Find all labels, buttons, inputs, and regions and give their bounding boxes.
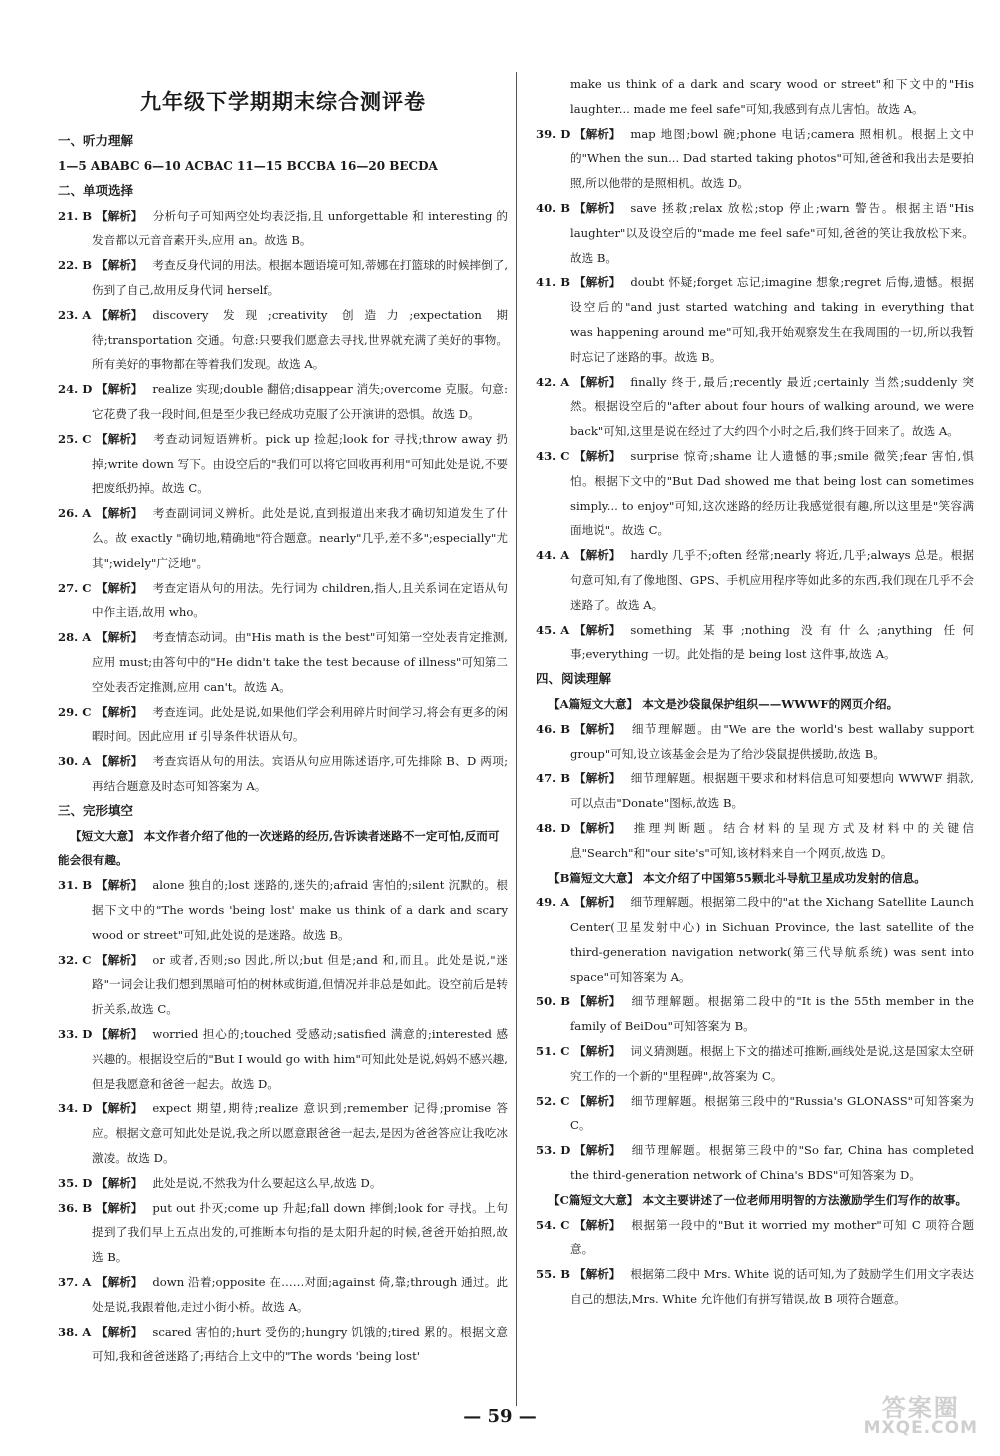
question-number: 33. D <box>58 1026 93 1041</box>
question-number: 28. A <box>58 630 92 645</box>
explanation-text: something 某事;nothing 没有什么;anything 任何事;everything 一切。此处指的是 being lost 这件事,故选 A。 <box>570 622 974 662</box>
analysis-tag: 【解析】 <box>574 548 621 563</box>
analysis-tag: 【解析】 <box>96 506 143 521</box>
explanation-text: 词义猜测题。根据上下文的描述可推断,画线处是说,这是国家太空研究工作的一个新的"里程碑",故答案为 C。 <box>570 1044 974 1083</box>
analysis-tag: 【解析】 <box>96 580 143 595</box>
answer-item <box>58 427 508 501</box>
column-divider <box>516 72 517 1406</box>
page-number: — 59 — <box>463 1406 537 1427</box>
explanation-text: hardly 几乎不;often 经常;nearly 将近,几乎;always 总是。根据句意可知,有了像地图、GPS、手机应用程序等如此多的东西,我们现在几乎不会迷路了。故选 A。 <box>570 548 974 612</box>
question-number: 34. D <box>58 1101 93 1116</box>
explanation-text: 考查动词短语辨析。pick up 捡起;look for 寻找;throw away 扔掉;write down 写下。由设空后的"我们可以将它回收再利用"可知此处是说,不要把废纸扔掉。故选 C。 <box>92 431 508 496</box>
question-number: 35. D <box>58 1175 93 1190</box>
passage-b-items <box>536 890 974 1188</box>
answer-item <box>536 1213 974 1263</box>
question-number: 37. A <box>58 1274 92 1289</box>
question-number: 48. D <box>536 820 571 835</box>
analysis-tag: 【解析】 <box>574 771 621 786</box>
answer-item <box>58 1270 508 1320</box>
explanation-text: discovery 发现;creativity 创造力;expectation 期待;transportation 交通。句意:只要我们愿意去寻找,世界就充满了美好的事物。所有美好的事物都在等着我们发现。故选 A。 <box>92 307 508 372</box>
answer-item <box>536 717 974 767</box>
answer-item <box>58 1196 508 1270</box>
explanation-text: down 沿着;opposite 在……对面;against 倚,靠;through 通过。此处是说,我跟着他,走过小街小桥。故选 A。 <box>92 1274 508 1314</box>
question-number: 45. A <box>536 622 570 637</box>
section-reading-heading: 四、阅读理解 <box>536 671 612 687</box>
answer-item <box>536 1039 974 1089</box>
watermark-logo-text: 答案圈 <box>881 1394 960 1422</box>
answer-item <box>536 1089 974 1139</box>
analysis-tag: 【解析】 <box>96 1175 143 1190</box>
analysis-tag: 【解析】 <box>574 200 621 215</box>
answer-item <box>536 270 974 369</box>
explanation-text: 推理判断题。结合材料的呈现方式及材料中的关键信息"Search"和"our site's"可知,该材料来自一个网页,故选 D。 <box>570 820 974 860</box>
analysis-tag: 【解析】 <box>574 1143 621 1158</box>
explanation-text: 考查定语从句的用法。先行词为 children,指人,且关系词在定语从句中作主语,故用 who。 <box>92 580 508 620</box>
question-number: 25. C <box>58 431 92 446</box>
question-number: 39. D <box>536 126 571 141</box>
answer-item <box>58 948 508 1022</box>
answer-item <box>58 700 508 750</box>
answer-item <box>58 625 508 699</box>
explanation-text: 考查宾语从句的用法。宾语从句应用陈述语序,可先排除 B、D 两项;再结合题意及时态可知答案为 A。 <box>92 754 508 794</box>
question-number: 22. B <box>58 258 93 273</box>
explanation-text: realize 实现;double 翻倍;disappear 消失;overcome 克服。句意:它花费了我一段时间,但是至少我已经成功克服了公开演讲的恐惧。故选 D。 <box>92 382 508 422</box>
analysis-tag: 【解析】 <box>574 1267 621 1282</box>
explanation-text: 细节理解题。根据第二段中的"at the Xichang Satellite Launch Center(卫星发射中心) in Sichuan Province, the last satellite of the third-generation navigation network(第三代导航系统) was sent into space"可知答案为 A。 <box>570 895 974 984</box>
answer-item <box>58 204 508 254</box>
question-number: 38. A <box>58 1324 92 1339</box>
explanation-text: 细节理解题。由"We are the world's best wallaby support group"可知,设立该基金会是为了给沙袋鼠提供援助,故选 B。 <box>570 721 974 761</box>
question-number: 41. B <box>536 275 571 290</box>
answer-item <box>536 989 974 1039</box>
analysis-tag: 【解析】 <box>574 994 621 1009</box>
explanation-text: 细节理解题。根据题干要求和材料信息可知要想向 WWWF 捐款,可以点击"Donate"图标,故选 B。 <box>570 771 974 811</box>
answer-item <box>58 749 508 799</box>
passage-a-summary: 【A篇短文大意】 本文是沙袋鼠保护组织——WWWF的网页介绍。 <box>548 696 899 711</box>
answer-item <box>58 501 508 575</box>
question-number: 54. C <box>536 1217 570 1232</box>
explanation-text: make us think of a dark and scary wood or street"和下文中的"His laughter... made me feel safe"可知,我感到有点儿害怕。故选 A。 <box>570 77 974 116</box>
analysis-tag: 【解析】 <box>96 1200 143 1215</box>
question-number: 31. B <box>58 878 93 893</box>
right-column <box>536 72 974 1312</box>
question-number: 30. A <box>58 754 92 769</box>
analysis-tag: 【解析】 <box>96 1026 143 1041</box>
explanation-text: 考查情态动词。由"His math is the best"可知第一空处表肯定推测,应用 must;由答句中的"He didn't take the test because of illness"可知第二空处表否定推测,应用 can't。故选 A。 <box>92 630 508 694</box>
passage-c-items <box>536 1213 974 1312</box>
analysis-tag: 【解析】 <box>574 895 621 910</box>
question-number: 21. B <box>58 208 93 223</box>
watermark-url: MXQE.COM <box>863 1418 978 1438</box>
question-number: 24. D <box>58 382 93 397</box>
answer-item <box>58 253 508 303</box>
passage-a-items <box>536 717 974 866</box>
answer-item <box>536 618 974 668</box>
question-number: 46. B <box>536 721 571 736</box>
analysis-tag: 【解析】 <box>574 622 621 637</box>
analysis-tag: 【解析】 <box>96 1274 143 1289</box>
analysis-tag: 【解析】 <box>96 258 143 273</box>
single-choice-items <box>58 204 508 799</box>
passage-c-summary: 【C篇短文大意】 本文主要讲述了一位老师用明智的方法激励学生们写作的故事。 <box>548 1192 968 1207</box>
analysis-tag: 【解析】 <box>574 721 621 736</box>
analysis-tag: 【解析】 <box>574 1093 621 1108</box>
explanation-text: scared 害怕的;hurt 受伤的;hungry 饥饿的;tired 累的。根据文意可知,我和爸爸迷路了;再结合上文中的"The words 'being lost' <box>92 1324 508 1364</box>
question-number: 36. B <box>58 1200 93 1215</box>
question-number: 51. C <box>536 1044 570 1059</box>
answer-item <box>536 196 974 270</box>
cloze-items-continued <box>536 72 974 667</box>
question-number: 44. A <box>536 548 570 563</box>
cloze-summary: 【短文大意】 本文作者介绍了他的一次迷路的经历,告诉读者迷路不一定可怕,反而可能会很有趣。 <box>58 828 500 868</box>
question-number: 49. A <box>536 895 570 910</box>
explanation-text: or 或者,否则;so 因此,所以;but 但是;and 和,而且。此处是说,"迷路"一词会让我们想到黑暗可怕的树林或街道,但情况并非总是如此。设空前后是转折关系,故选 C。 <box>92 952 508 1017</box>
analysis-tag: 【解析】 <box>574 275 621 290</box>
section-cloze-heading: 三、完形填空 <box>58 802 134 818</box>
analysis-tag: 【解析】 <box>96 1324 143 1339</box>
explanation-text: worried 担心的;touched 受感动;satisfied 满意的;interested 感兴趣的。根据设空后的"But I would go with him"可知此处是说,妈妈不感兴趣,但是我愿意和爸爸一起去。故选 D。 <box>92 1026 508 1091</box>
analysis-tag: 【解析】 <box>574 1044 621 1059</box>
answer-item <box>536 1262 974 1312</box>
explanation-text: 根据第二段中 Mrs. White 说的话可知,为了鼓励学生们用文字表达自己的想法,Mrs. White 允许他们有拼写错误,故 B 项符合题意。 <box>570 1267 974 1307</box>
question-number: 27. C <box>58 580 92 595</box>
explanation-text: expect 期望,期待;realize 意识到;remember 记得;promise 答应。根据文意可知此处是说,我之所以愿意跟爸爸一起去,是因为爸爸答应让我吃冰激凌。故选 D。 <box>92 1101 508 1165</box>
answer-item <box>536 444 974 543</box>
answer-item <box>58 303 508 377</box>
answer-item <box>58 1171 508 1196</box>
page-title: 九年级下学期期末综合测评卷 <box>140 89 426 114</box>
question-number: 26. A <box>58 506 92 521</box>
analysis-tag: 【解析】 <box>574 448 621 463</box>
question-number: 55. B <box>536 1267 571 1282</box>
explanation-text: alone 独自的;lost 迷路的,迷失的;afraid 害怕的;silent 沉默的。根据下文中的"The words 'being lost' make us think of a dark and scary wood or street"可知,此处说的是迷路。故选 B。 <box>92 878 508 942</box>
analysis-tag: 【解析】 <box>96 382 143 397</box>
analysis-tag: 【解析】 <box>574 374 621 389</box>
question-number: 32. C <box>58 952 92 967</box>
passage-b-summary: 【B篇短文大意】 本文介绍了中国第55颗北斗导航卫星成功发射的信息。 <box>548 870 926 885</box>
analysis-tag: 【解析】 <box>96 878 143 893</box>
explanation-text: 细节理解题。根据第三段中的"Russia's GLONASS"可知答案为 C。 <box>570 1093 974 1133</box>
analysis-tag: 【解析】 <box>96 952 143 967</box>
answer-item <box>536 122 974 196</box>
analysis-tag: 【解析】 <box>96 307 143 322</box>
analysis-tag: 【解析】 <box>96 754 143 769</box>
question-number: 40. B <box>536 200 571 215</box>
explanation-text: surprise 惊奇;shame 让人遗憾的事;smile 微笑;fear 害怕,惧怕。根据下文中的"But Dad showed me that being lost can sometimes simply... to enjoy"可知,这次迷路的经历让我感觉很有趣,所以这里是"笑容满面地说"。故选 C。 <box>570 448 974 538</box>
section-listening-heading: 一、听力理解 <box>58 133 134 149</box>
answer-item <box>58 1096 508 1170</box>
question-number: 42. A <box>536 374 570 389</box>
answer-item <box>536 816 974 866</box>
explanation-text: finally 终于,最后;recently 最近;certainly 当然;suddenly 突然。根据设空后的"after about four hours of walking around, we were back"可知,这里是说在经过了大约四个小时之后,我们终于回来了。故选 A。 <box>570 374 974 439</box>
explanation-text: 考查连词。此处是说,如果他们学会利用碎片时间学习,将会有更多的闲暇时间。因此应用 if 引导条件状语从句。 <box>92 704 508 744</box>
question-number: 47. B <box>536 771 571 786</box>
answer-item <box>536 1138 974 1188</box>
listening-answer-keys: 1—5 ABABC 6—10 ACBAC 11—15 BCCBA 16—20 BECDA <box>58 159 438 174</box>
analysis-tag: 【解析】 <box>96 1101 143 1116</box>
answer-item <box>58 1320 508 1370</box>
watermark-logo <box>864 1396 978 1437</box>
answer-item <box>58 576 508 626</box>
analysis-tag: 【解析】 <box>96 208 143 223</box>
explanation-text: 分析句子可知两空处均表泛指,且 unforgettable 和 interesting 的发音都以元音音素开头,应用 an。故选 B。 <box>92 208 508 248</box>
explanation-text: 考查反身代词的用法。根据本题语境可知,蒂娜在打篮球的时候摔倒了,伤到了自己,故用反身代词 herself。 <box>92 258 508 298</box>
question-number: 29. C <box>58 704 92 719</box>
explanation-text: map 地图;bowl 碗;phone 电话;camera 照相机。根据上文中的"When the sun... Dad started taking photos"可知,爸爸和我出去是要拍照,所以他带的是照相机。故选 D。 <box>570 126 974 191</box>
question-number: 23. A <box>58 307 92 322</box>
answer-item <box>58 873 508 947</box>
explanation-text: 考查副词词义辨析。此处是说,直到报道出来我才确切知道发生了什么。故 exactly "确切地,精确地"符合题意。nearly"几乎,差不多";especially"尤其";widely"广泛地"。 <box>92 506 508 570</box>
answer-item <box>58 1022 508 1096</box>
answer-item <box>536 543 974 617</box>
answer-item <box>536 72 974 122</box>
explanation-text: 细节理解题。根据第三段中的"So far, China has completed the third-generation network of China's BDS"可知答案为 D。 <box>570 1143 974 1183</box>
analysis-tag: 【解析】 <box>574 820 621 835</box>
analysis-tag: 【解析】 <box>574 1217 621 1232</box>
analysis-tag: 【解析】 <box>96 704 143 719</box>
question-number: 50. B <box>536 994 571 1009</box>
question-number: 53. D <box>536 1143 571 1158</box>
analysis-tag: 【解析】 <box>96 431 143 446</box>
explanation-text: 根据第一段中的"But it worried my mother"可知 C 项符合题意。 <box>570 1217 974 1257</box>
section-single-choice-heading: 二、单项选择 <box>58 182 134 198</box>
analysis-tag: 【解析】 <box>96 630 143 645</box>
question-number: 43. C <box>536 448 570 463</box>
answer-item <box>536 766 974 816</box>
explanation-text: put out 扑灭;come up 升起;fall down 摔倒;look for 寻找。上句提到了我们早上五点出发的,可推断本句指的是太阳升起的时候,爸爸开始拍照,故选 B。 <box>92 1200 508 1265</box>
explanation-text: save 拯救;relax 放松;stop 停止;warn 警告。根据主语"His laughter"以及设空后的"made me feel safe"可知,爸爸的笑让我放松下来。故选 B。 <box>570 200 974 265</box>
explanation-text: 此处是说,不然我为什么要起这么早,故选 D。 <box>152 1175 382 1190</box>
answer-item <box>536 370 974 444</box>
explanation-text: doubt 怀疑;forget 忘记;imagine 想象;regret 后悔,遗憾。根据设空后的"and just started watching and taking in everything that was happening around me"可知,我开始观察发生在我周围的一切,所以我暂时忘记了迷路的事。故选 B。 <box>570 275 974 364</box>
question-number: 52. C <box>536 1093 570 1108</box>
answer-item <box>58 377 508 427</box>
explanation-text: 细节理解题。根据第二段中的"It is the 55th member in the family of BeiDou"可知答案为 B。 <box>570 994 974 1034</box>
answer-item <box>536 890 974 989</box>
analysis-tag: 【解析】 <box>574 126 621 141</box>
left-column <box>58 72 508 1369</box>
cloze-items <box>58 873 508 1369</box>
